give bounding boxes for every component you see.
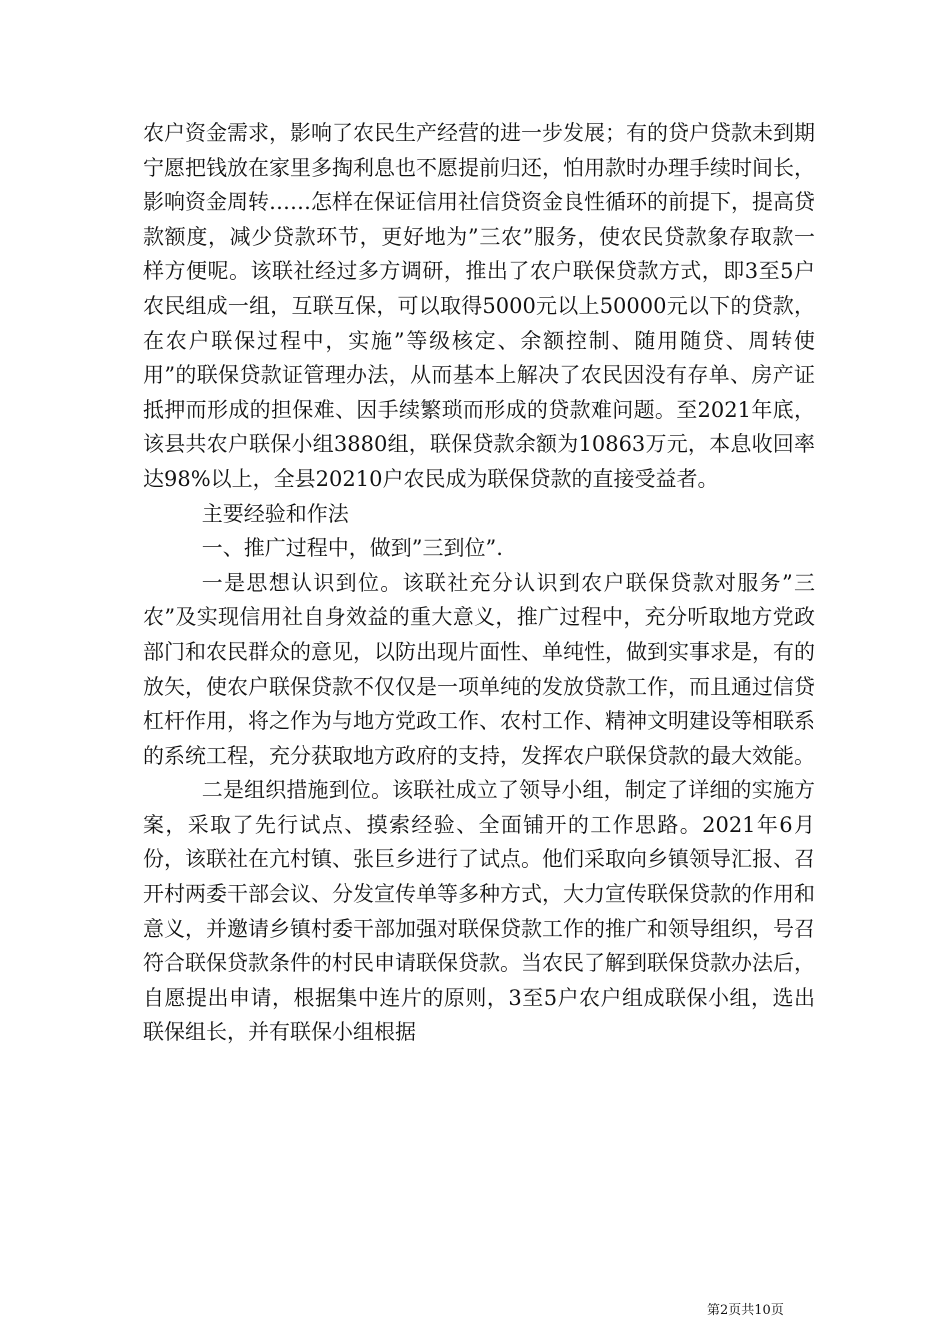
page-number-label: 第2页共10页 [707, 1303, 784, 1318]
section-heading-main-experience: 主要经验和作法 [201, 501, 349, 526]
paragraph-organizational-measures: 二是组织措施到位。该联社成立了领导小组，制定了详细的实施方案，采取了先行试点、摸索经验、全面铺开的工作思路。2021年6月份，该联社在亢村镇、张巨乡进行了试点。他们采取向乡镇领导汇报、召开村两委干部会议、分发宣传单等多种方式，大力宣传联保贷款的作用和意义，并邀请乡镇村委干部加强对联保贷款工作的推广和领导组织，号召符合联保贷款条件的村民申请联保贷款。当农民了解到联保贷款办法后，自愿提出申请，根据集中连片的原则，3至5户农户组成联保小组，选出联保组长，并有联保小组根据 [143, 778, 815, 1045]
paragraph-ideological-awareness: 一是思想认识到位。该联社充分认识到农户联保贷款对服务”三农”及实现信用社自身效益的重大意义，推广过程中，充分听取地方党政部门和农民群众的意见，以防出现片面性、单纯性，做到实事求是，有的放矢，使农户联保贷款不仅仅是一项单纯的发放贷款工作，而且通过信贷杠杆作用，将之作为与地方党政工作、农村工作、精神文明建设等相联系的系统工程，充分获取地方政府的支持，发挥农户联保贷款的最大效能。 [143, 570, 815, 768]
paragraph-1: 农户资金需求，影响了农民生产经营的进一步发展；有的贷户贷款未到期宁愿把钱放在家里多掏利息也不愿提前归还，怕用款时办理手续时间长，影响资金周转……怎样在保证信用社信贷资金良性循环的前提下，提高贷款额度，减少贷款环节，更好地为”三农”服务，使农民贷款象存取款一样方便呢。该联社经过多方调研，推出了农户联保贷款方式，即3至5户农民组成一组，互联互保，可以取得5000元以上50000元以下的贷款，在农户联保过程中，实施”等级核定、余额控制、随用随贷、周转使用”的联保贷款证管理办法，从而基本上解决了农民因没有存单、房产证抵押而形成的担保难、因手续繁琐而形成的贷款难问题。至2021年底，该县共农户联保小组3880组，联保贷款余额为10863万元，本息收回率达98%以上，全县20210户农民成为联保贷款的直接受益者。 [143, 121, 815, 491]
subsection-heading-three-in-place: 一、推广过程中，做到”三到位”. [201, 536, 503, 561]
document-body [143, 116, 815, 1050]
